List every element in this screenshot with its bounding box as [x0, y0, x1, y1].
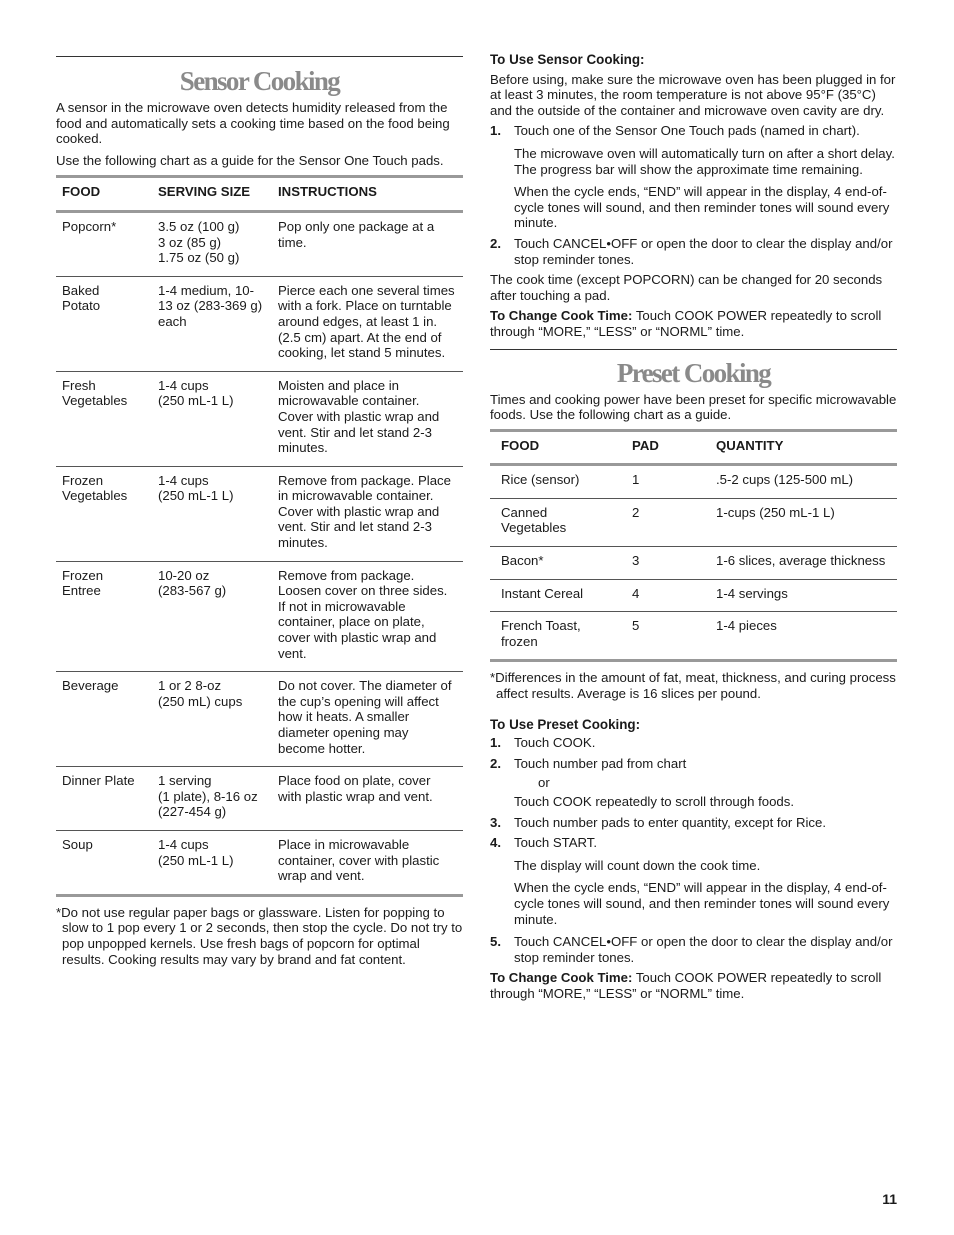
- use-preset-heading: To Use Preset Cooking:: [490, 716, 641, 732]
- use-sensor-steps: [490, 123, 897, 139]
- use-sensor-intro: Before using, make sure the microwave oven has been plugged in for at least 3 minutes, the room temperature is not above 95°F (35°C) and the outside of the container and microwave oven cavity are dry.: [490, 71, 896, 118]
- preset-footnote: *Differences in the amount of fat, meat, thickness, and curing process affect results. Average is 16 slices per pound.: [490, 670, 896, 702]
- cell-food: Frozen Vegetables: [62, 472, 128, 504]
- table-row: [56, 276, 463, 371]
- use-preset-steps-2: [490, 815, 897, 851]
- step-number: 2.: [490, 755, 501, 771]
- preset-change-cook-time: [490, 970, 897, 1001]
- step-number: 3.: [490, 814, 501, 830]
- preset-table-header: [490, 430, 897, 465]
- cell-food: Soup: [62, 836, 93, 852]
- table-row: [56, 672, 463, 767]
- sensor-table: [56, 175, 463, 896]
- step-text: Touch CANCEL•OFF or open the door to clear the display and/or stop reminder tones.: [514, 934, 893, 965]
- table-row: [490, 547, 897, 580]
- cell-size: 1-4 cups (250 mL-1 L): [158, 472, 234, 504]
- step-detail: Touch COOK repeatedly to scroll through foods.: [514, 794, 795, 809]
- step-text: Touch START.: [514, 835, 598, 851]
- cell-size: 1-4 cups (250 mL-1 L): [158, 836, 234, 868]
- list-item: [490, 123, 897, 139]
- preset-table: [490, 429, 897, 663]
- step-detail: When the cycle ends, “END” will appear in the display, 4 end-of-cycle tones will sound, and then reminder tones will sound every minute.: [514, 880, 890, 927]
- table-row: [56, 767, 463, 831]
- use-sensor-heading: To Use Sensor Cooking:: [490, 52, 645, 67]
- change-label: To Change Cook Time:: [490, 970, 633, 986]
- cell-size: 1-4 medium, 10-13 oz (283-369 g) each: [158, 282, 263, 329]
- cell-food: Beverage: [62, 678, 119, 694]
- step-detail: When the cycle ends, “END” will appear in the display, 4 end-of-cycle tones will sound, and then reminder tones will sound every minute.: [514, 184, 890, 231]
- cell-instructions: Remove from package. Loosen cover on three sides. If not in microwavable container, place on plate, cover with plastic wrap and vent.: [278, 567, 448, 661]
- table-row: [56, 211, 463, 276]
- cell-pad: 1: [632, 472, 640, 488]
- cell-quantity: 1-4 servings: [716, 585, 788, 601]
- table-row: [490, 465, 897, 499]
- sensor-cooking-title: Sensor Cooking: [179, 66, 340, 96]
- cell-food: Popcorn*: [62, 218, 117, 234]
- step-number: 1.: [490, 735, 501, 751]
- cell-size: 10-20 oz (283-567 g): [158, 567, 227, 599]
- cell-food: Fresh Vegetables: [62, 377, 128, 409]
- step-number: 2.: [490, 235, 501, 251]
- cell-size: 1 or 2 8-oz (250 mL) cups: [158, 678, 243, 709]
- cell-food: Bacon*: [501, 553, 544, 569]
- step-number: 1.: [490, 123, 501, 139]
- step-text: Touch number pad from chart: [514, 755, 687, 771]
- step-detail: The microwave oven will automatically turn on after a short delay. The progress bar will show the approximate time remaining.: [514, 145, 895, 177]
- step-text: Touch CANCEL•OFF or open the door to clear the display and/or stop reminder tones.: [514, 235, 893, 267]
- step-text: Touch COOK.: [514, 735, 596, 751]
- table-row: [56, 561, 463, 672]
- cell-food: Dinner Plate: [62, 773, 135, 789]
- table-row: [56, 830, 463, 895]
- sensor-intro-1: A sensor in the microwave oven detects humidity released from the food and automatically sets a cooking time based on the food being cooked.: [56, 100, 450, 147]
- cell-quantity: 1-6 slices, average thickness: [716, 553, 886, 569]
- cell-instructions: Pop only one package at a time.: [278, 218, 435, 250]
- table-row: [56, 371, 463, 466]
- cell-instructions: Moisten and place in microwavable container. Cover with plastic wrap and vent. Stir and let stand 2-3 minutes.: [278, 377, 440, 456]
- header-serving-size: SERVING SIZE: [158, 184, 251, 200]
- cell-food: Canned Vegetables: [501, 504, 567, 536]
- preset-intro: Times and cooking power have been preset for specific microwavable foods. Use the following chart as a guide.: [490, 391, 897, 423]
- step-detail: The display will count down the cook time.: [514, 857, 761, 873]
- cell-instructions: Place in microwavable container, cover with plastic wrap and vent.: [278, 836, 440, 884]
- use-preset-steps: [490, 735, 897, 771]
- cell-size: 3.5 oz (100 g) 3 oz (85 g) 1.75 oz (50 g): [158, 218, 240, 266]
- right-column: [490, 52, 897, 1002]
- change-label: To Change Cook Time:: [490, 308, 633, 324]
- preset-cooking-title: Preset Cooking: [616, 357, 771, 388]
- sensor-change-cook-time: [490, 308, 897, 339]
- cell-instructions: Do not cover. The diameter of the cup’s opening will affect how it heats. A smaller diameter opening may become hotter.: [278, 678, 452, 756]
- cell-pad: 5: [632, 618, 640, 634]
- use-preset-steps-3: [490, 934, 897, 965]
- left-column: [56, 56, 463, 967]
- header-quantity: QUANTITY: [716, 437, 784, 453]
- header-instructions: INSTRUCTIONS: [278, 184, 377, 200]
- cell-food: French Toast, frozen: [501, 618, 581, 649]
- change-text: Touch COOK POWER repeatedly to scroll through “MORE,” “LESS” or “NORML” time.: [490, 308, 882, 339]
- use-sensor-steps-2: [490, 236, 897, 267]
- cell-quantity: .5-2 cups (125-500 mL): [716, 472, 854, 488]
- list-item: [490, 236, 897, 267]
- divider: [490, 349, 897, 350]
- sensor-footnote: *Do not use regular paper bags or glassware. Listen for popping to slow to 1 pop every 1 or 2 seconds, then stop the cycle. Do not try to pop unpopped kernels. Use fresh bags of popcorn for optimal results. Cooking results may vary by brand and fat content.: [56, 904, 463, 967]
- cell-quantity: 1-4 pieces: [716, 618, 777, 634]
- cell-instructions: Place food on plate, cover with plastic wrap and vent.: [278, 773, 433, 804]
- cell-instructions: Remove from package. Place in microwavable container. Cover with plastic wrap and vent. Stir and let stand 2-3 minutes.: [278, 472, 451, 551]
- cell-food: Instant Cereal: [501, 585, 584, 601]
- sensor-table-header: [56, 177, 463, 212]
- cell-pad: 3: [632, 553, 640, 569]
- header-food: FOOD: [62, 184, 101, 200]
- sensor-intro-2: Use the following chart as a guide for the Sensor One Touch pads.: [56, 152, 444, 168]
- header-pad: PAD: [632, 437, 659, 453]
- cell-pad: 2: [632, 504, 640, 520]
- list-item: [490, 934, 897, 965]
- top-rule-left: [56, 56, 463, 57]
- step-number: 4.: [490, 835, 501, 851]
- list-item: [490, 735, 897, 751]
- list-item: [490, 756, 897, 772]
- step-number: 5.: [490, 934, 501, 950]
- table-row: [490, 579, 897, 612]
- cell-pad: 4: [632, 585, 640, 601]
- cell-food: Baked Potato: [62, 282, 101, 314]
- cell-quantity: 1-cups (250 mL-1 L): [716, 504, 835, 520]
- or-text: or: [538, 775, 550, 791]
- step-text: Touch number pads to enter quantity, except for Rice.: [514, 814, 827, 830]
- cell-food: Frozen Entree: [62, 567, 104, 599]
- cell-size: 1 serving (1 plate), 8-16 oz (227-454 g): [158, 773, 258, 820]
- list-item: [490, 815, 897, 831]
- header-food: FOOD: [501, 437, 540, 453]
- cell-food: Rice (sensor): [501, 472, 580, 488]
- table-row: [56, 466, 463, 561]
- table-row: [490, 612, 897, 661]
- cell-size: 1-4 cups (250 mL-1 L): [158, 377, 234, 409]
- step-text: Touch one of the Sensor One Touch pads (named in chart).: [514, 123, 860, 139]
- page-number: 11: [882, 1191, 897, 1207]
- sensor-note: The cook time (except POPCORN) can be changed for 20 seconds after touching a pad.: [490, 272, 883, 303]
- list-item: [490, 835, 897, 851]
- change-text: Touch COOK POWER repeatedly to scroll through “MORE,” “LESS” or “NORML” time.: [490, 970, 882, 1001]
- cell-instructions: Pierce each one several times with a fork. Place on turntable around edges, at least 1 in. (2.5 cm) apart. At the end of cooking, let stand 5 minutes.: [278, 282, 455, 361]
- table-row: [490, 498, 897, 546]
